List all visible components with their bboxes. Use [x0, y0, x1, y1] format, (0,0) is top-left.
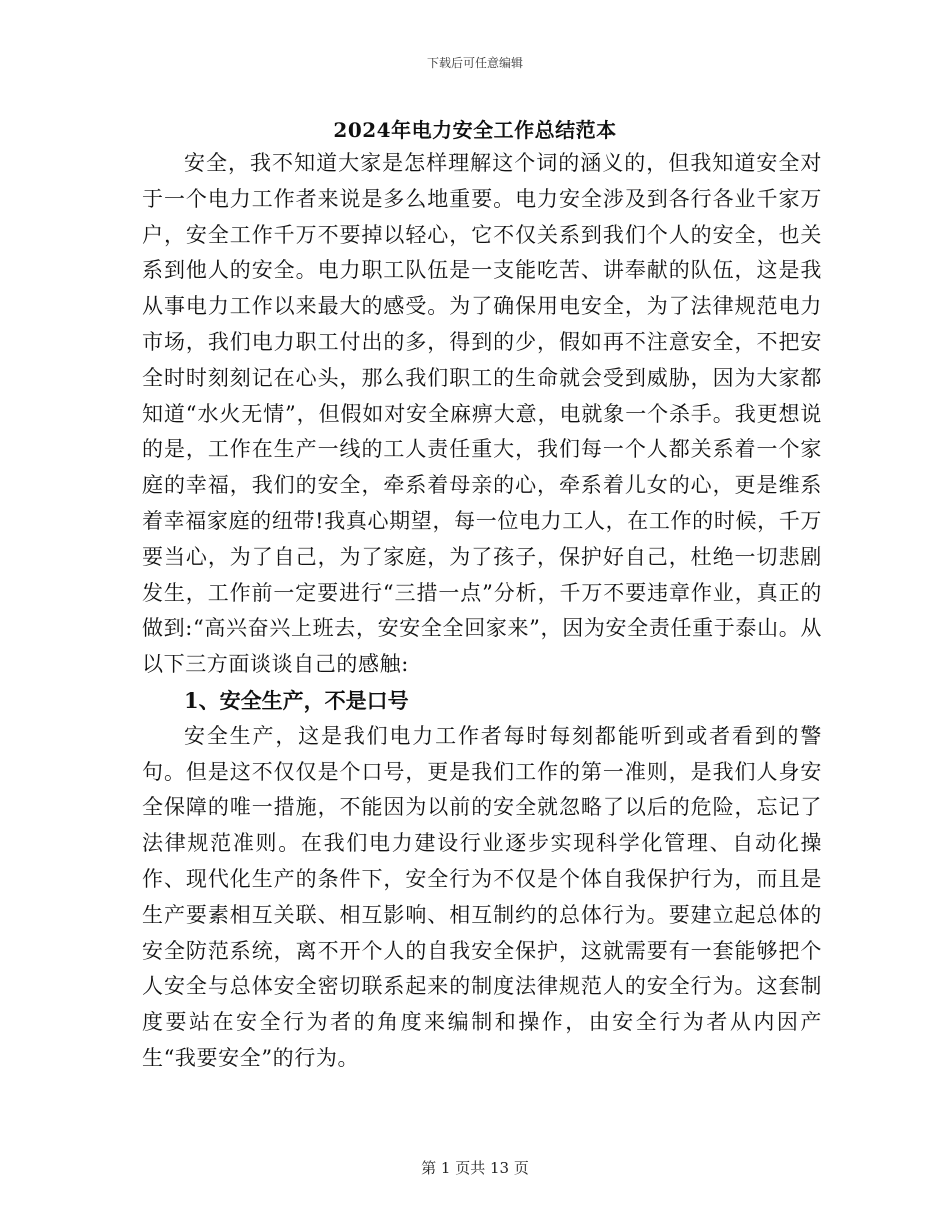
- page-number: 第 1 页共 13 页: [421, 1159, 529, 1177]
- document-body: [142, 146, 822, 1077]
- intro-paragraph: 安全，我不知道大家是怎样理解这个词的涵义的，但我知道安全对于一个电力工作者来说是多么地重要。电力安全涉及到各行各业千家万户，安全工作千万不要掉以轻心，它不仅关系到我们个人的安全，也关系到他人的安全。电力职工队伍是一支能吃苦、讲奉献的队伍，这是我从事电力工作以来最大的感受。为了确保用电安全，为了法律规范电力市场，我们电力职工付出的多，得到的少，假如再不注意安全，不把安全时时刻刻记在心头，那么我们职工的生命就会受到威胁，因为大家都知道“水火无情”，但假如对安全麻痹大意，电就象一个杀手。我更想说的是，工作在生产一线的工人责任重大，我们每一个人都关系着一个家庭的幸福，我们的安全，牵系着母亲的心，牵系着儿女的心，更是维系着幸福家庭的纽带!我真心期望，每一位电力工人，在工作的时候，千万要当心，为了自己，为了家庭，为了孩子，保护好自己，杜绝一切悲剧发生，工作前一定要进行“三措一点”分析，千万不要违章作业，真正的做到:“高兴奋兴上班去，安安全全回家来”，因为安全责任重于泰山。从以下三方面谈谈自己的感触:: [142, 151, 822, 677]
- header-note: 下载后可任意编辑: [426, 56, 523, 70]
- section-1-paragraph: 安全生产，这是我们电力工作者每时每刻都能听到或者看到的警句。但是这不仅仅是个口号，更是我们工作的第一准则，是我们人身安全保障的唯一措施，不能因为以前的安全就忽略了以后的危险，忘记了法律规范准则。在我们电力建设行业逐步实现科学化管理、自动化操作、现代化生产的条件下，安全行为不仅是个体自我保护行为，而且是生产要素相互关联、相互影响、相互制约的总体行为。要建立起总体的安全防范系统，离不开个人的自我安全保护，这就需要有一套能够把个人安全与总体安全密切联系起来的制度法律规范人的安全行为。这套制度要站在安全行为者的角度来编制和操作，由安全行为者从内因产生“我要安全”的行为。: [142, 723, 822, 1070]
- section-1-heading: 1、安全生产，不是口号: [184, 687, 409, 713]
- document-title: 2024年电力安全工作总结范本: [333, 118, 617, 142]
